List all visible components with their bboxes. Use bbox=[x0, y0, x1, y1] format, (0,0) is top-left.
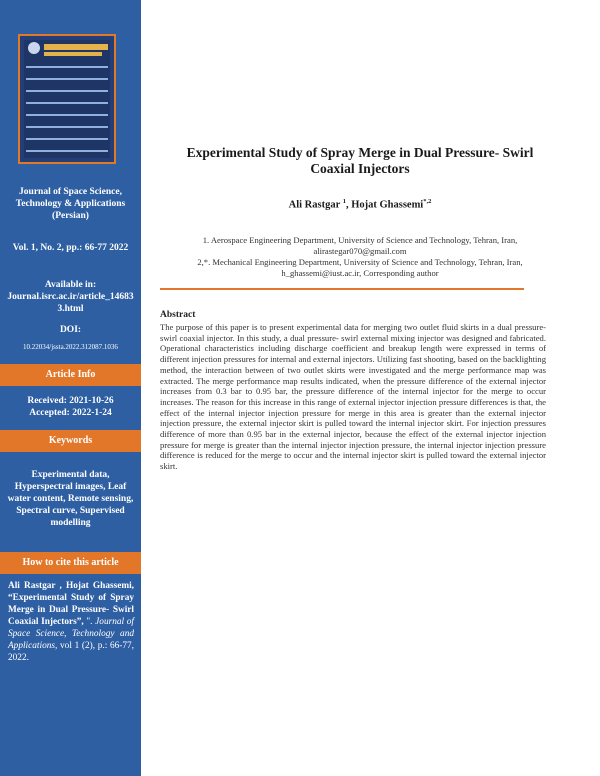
paper-title: Experimental Study of Spray Merge in Dual Pressure- Swirl Coaxial Injectors bbox=[186, 145, 534, 176]
available-label: Available in: bbox=[44, 280, 97, 290]
doi-link[interactable]: 10.22034/jssta.2022.312087.1036 bbox=[23, 343, 118, 351]
affiliation-2: 2,*. Mechanical Engineering Department, University of Science and Technology, Tehran, Iran, bbox=[197, 257, 523, 267]
article-url-link[interactable]: Journal.isrc.ac.ir/article_146833.html bbox=[7, 292, 134, 314]
accepted-date: Accepted: 2022-1-24 bbox=[29, 408, 112, 418]
how-to-cite-header: How to cite this article bbox=[0, 552, 141, 574]
article-info-header: Article Info bbox=[0, 364, 141, 386]
author-separator: , bbox=[345, 199, 352, 211]
author-1: Ali Rastgar bbox=[288, 199, 341, 211]
keywords-header: Keywords bbox=[0, 430, 141, 452]
citation-text bbox=[8, 580, 134, 664]
citation-journal: Journal of Space Science, Technology and Applications, bbox=[8, 617, 134, 651]
citation-separator: ". bbox=[83, 617, 93, 627]
authors-line bbox=[164, 198, 556, 211]
affiliation-1-email: alirastegar070@gmail.com bbox=[313, 246, 407, 256]
volume-info: Vol. 1, No. 2, pp.: 66-77 2022 bbox=[12, 243, 129, 253]
doi-label: DOI: bbox=[59, 325, 82, 335]
journal-cover-image bbox=[18, 34, 116, 164]
keywords-list: Experimental data, Hyperspectral images, Leaf water content, Remote sensing, Spectral curve, Supervised modelling bbox=[7, 470, 134, 528]
citation-authors-title: Ali Rastgar , Hojat Ghassemi, “Experimental Study of Spray Merge in Dual Pressure- Swirl Coaxial Injectors”, bbox=[8, 581, 134, 627]
citation-tail: vol 1 (2), p.: 66-77, 2022. bbox=[8, 641, 134, 663]
abstract-heading: Abstract bbox=[160, 310, 196, 320]
journal-logo-icon bbox=[28, 42, 40, 54]
affiliation-1: 1. Aerospace Engineering Department, University of Science and Technology, Tehran, Iran, bbox=[202, 235, 518, 245]
author-2: Hojat Ghassemi bbox=[351, 199, 424, 211]
abstract-body: The purpose of this paper is to present experimental data for merging two outlet fluid skirts in a dual pressure- swirl coaxial injector. In this study, a dual pressure- swirl external mixing injector was designed and fabricated. Operational characteristics including discharge coefficient and breakup length were expressed in terms of different injection pressures for internal and external injectors. Utilizing fast shooting, based on the backlighting method, the interaction between of two outlet skirts were investigated and the merge performance map was extracted. The merge performance map results indicated, when the pressure difference of the external injector increases from 0.3 bar to 0.95 bar, the pressure difference of the internal injector for the merge to occur increases. The reason for this increase in this range of external injector injection pressure differences is that, the effect of the internal injector injection pressure for merge in this area is greater than the external injector injection pressure, the external injector skirt is pulled toward the internal injector skirt. For injection pressures difference of more than 0.95 bar in the external injector, because the effect of the external injector injection pressure for merge is greater than the internal injector injection pressure, the internal injector injection pressure difference is reduced for the merge to occur and the internal injector skirt is pulled toward the external injector skirt. bbox=[160, 322, 546, 472]
section-divider bbox=[160, 288, 524, 290]
author-2-affiliation: *,2 bbox=[423, 198, 432, 205]
journal-sidebar bbox=[0, 0, 141, 776]
author-1-affiliation: 1 bbox=[342, 198, 346, 205]
received-date: Received: 2021-10-26 bbox=[27, 396, 114, 406]
affiliation-2-email: h_ghassemi@iust.ac.ir, Corresponding author bbox=[281, 268, 439, 278]
journal-name: Journal of Space Science, Technology & Applications (Persian) bbox=[15, 187, 126, 221]
